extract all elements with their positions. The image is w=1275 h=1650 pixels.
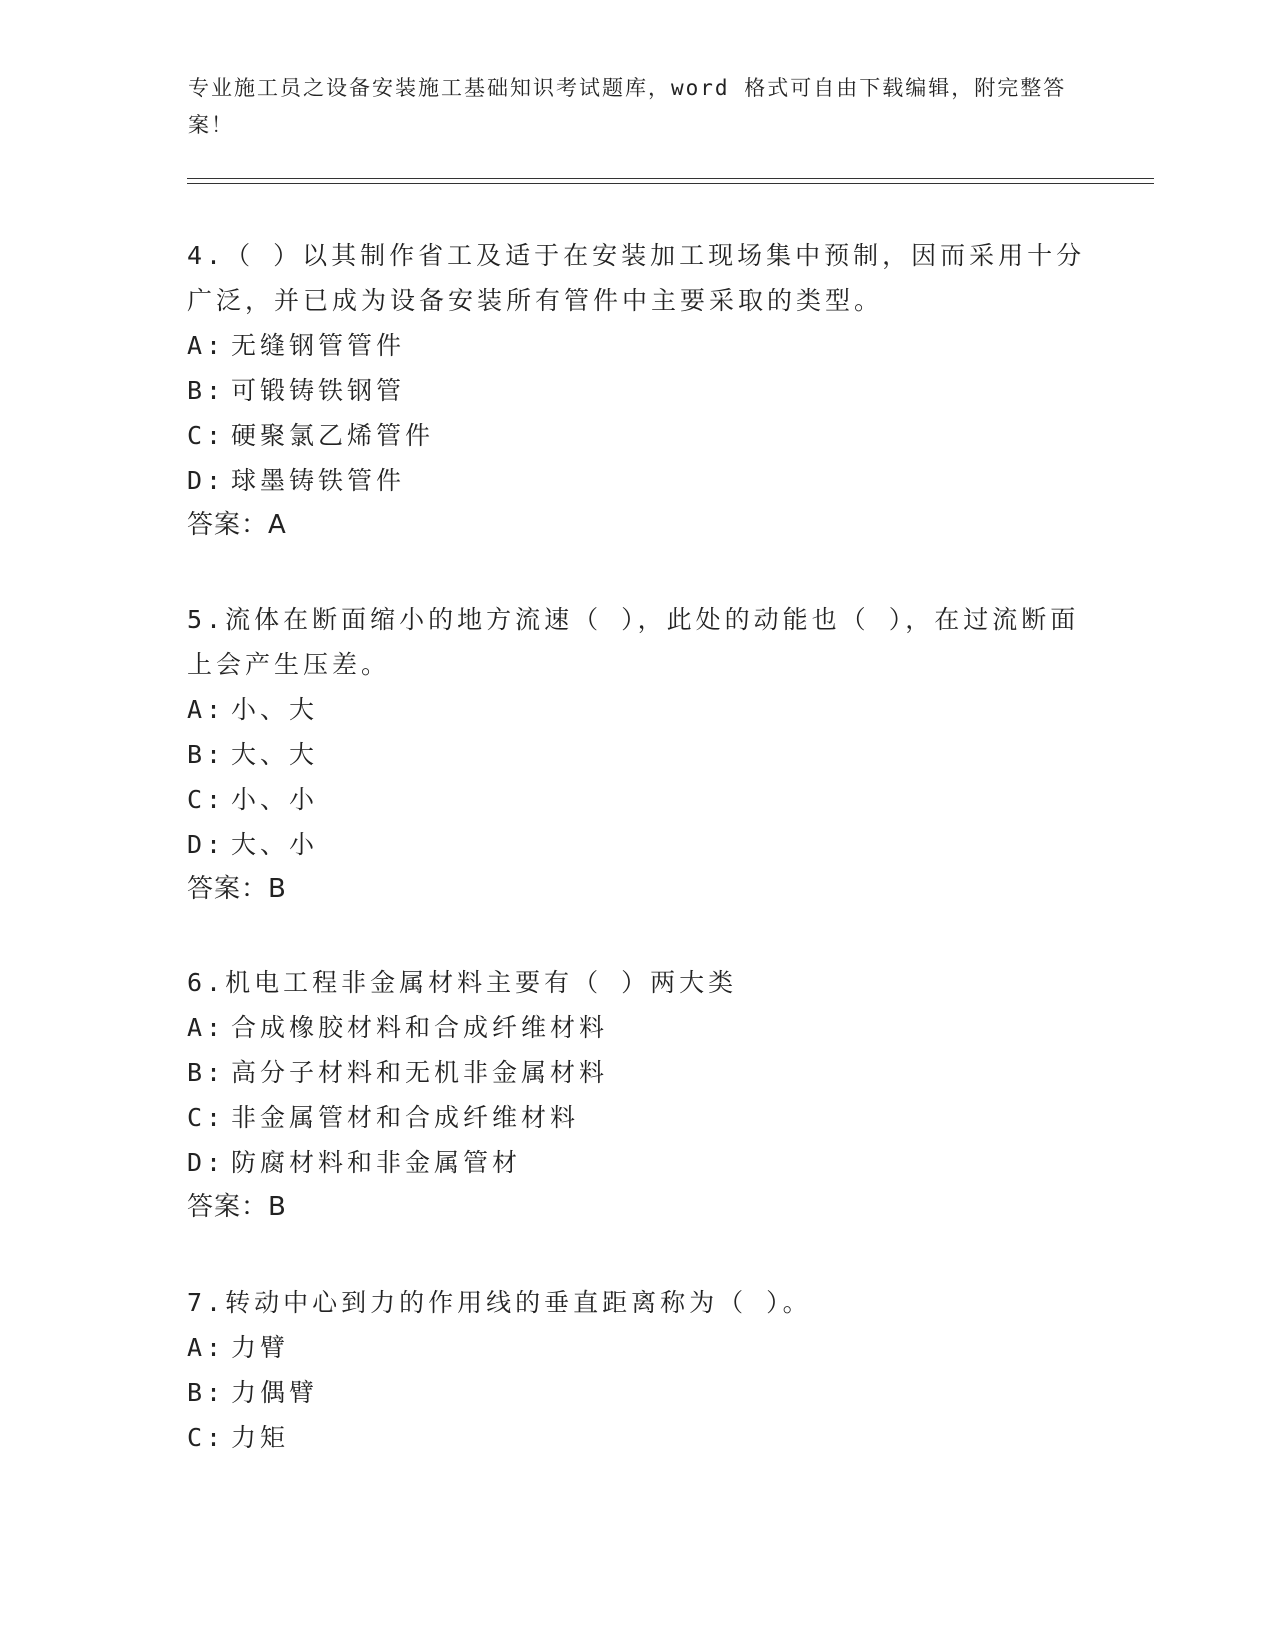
option-letter: C: [187, 785, 226, 814]
option-letter: B: [187, 1378, 226, 1407]
option-text: 防腐材料和非金属管材 [231, 1148, 522, 1177]
option-b [187, 1370, 1087, 1415]
option-letter: A: [187, 695, 226, 724]
answer-label: 答案：B [187, 1192, 287, 1222]
document-header: 专业施工员之设备安装施工基础知识考试题库，word 格式可自由下载编辑，附完整答案！ [188, 76, 1067, 137]
option-c [187, 1095, 1087, 1140]
option-a [187, 1005, 1087, 1050]
option-text: 可锻铸铁钢管 [231, 376, 406, 405]
option-letter: B: [187, 740, 226, 769]
option-letter: A: [187, 1333, 226, 1362]
option-text: 大、大 [231, 740, 319, 769]
question-6 [187, 960, 1087, 1230]
option-c [187, 1415, 1087, 1460]
option-text: 大、小 [231, 830, 319, 859]
option-b [187, 1050, 1087, 1095]
question-text: 5.流体在断面缩小的地方流速（ ），此处的动能也（ ），在过流断面上会产生压差。 [187, 605, 1080, 679]
option-letter: D: [187, 830, 226, 859]
option-b [187, 732, 1087, 777]
answer-label: 答案：B [187, 874, 287, 904]
option-text: 力臂 [231, 1333, 290, 1362]
option-text: 高分子材料和无机非金属材料 [231, 1058, 609, 1087]
option-text: 小、大 [231, 695, 319, 724]
option-text: 球墨铸铁管件 [231, 466, 406, 495]
option-text: 力偶臂 [231, 1378, 319, 1407]
option-a [187, 687, 1087, 732]
option-d [187, 1140, 1087, 1185]
option-letter: B: [187, 1058, 226, 1087]
question-4 [187, 233, 1087, 548]
option-d [187, 458, 1087, 503]
question-text: 6.机电工程非金属材料主要有（ ）两大类 [187, 968, 738, 997]
option-text: 小、小 [231, 785, 319, 814]
option-letter: D: [187, 466, 226, 495]
question-7 [187, 1280, 1087, 1460]
option-c [187, 413, 1087, 458]
option-letter: B: [187, 376, 226, 405]
question-5 [187, 597, 1087, 912]
option-letter: A: [187, 1013, 226, 1042]
option-letter: D: [187, 1148, 226, 1177]
option-text: 硬聚氯乙烯管件 [231, 421, 435, 450]
option-c [187, 777, 1087, 822]
option-a [187, 323, 1087, 368]
option-letter: A: [187, 331, 226, 360]
option-d [187, 822, 1087, 867]
option-letter: C: [187, 421, 226, 450]
question-text: 7.转动中心到力的作用线的垂直距离称为（ ）。 [187, 1288, 812, 1317]
answer-label: 答案：A [187, 510, 287, 540]
question-text: 4.（ ）以其制作省工及适于在安装加工现场集中预制，因而采用十分广泛，并已成为设备安装所有管件中主要采取的类型。 [187, 241, 1086, 315]
option-text: 无缝钢管管件 [231, 331, 406, 360]
option-a [187, 1325, 1087, 1370]
header-divider-bottom [187, 183, 1154, 184]
option-text: 合成橡胶材料和合成纤维材料 [231, 1013, 609, 1042]
option-letter: C: [187, 1423, 226, 1452]
option-letter: C: [187, 1103, 226, 1132]
option-text: 力矩 [231, 1423, 290, 1452]
header-divider-top [187, 178, 1154, 179]
option-b [187, 368, 1087, 413]
option-text: 非金属管材和合成纤维材料 [231, 1103, 580, 1132]
